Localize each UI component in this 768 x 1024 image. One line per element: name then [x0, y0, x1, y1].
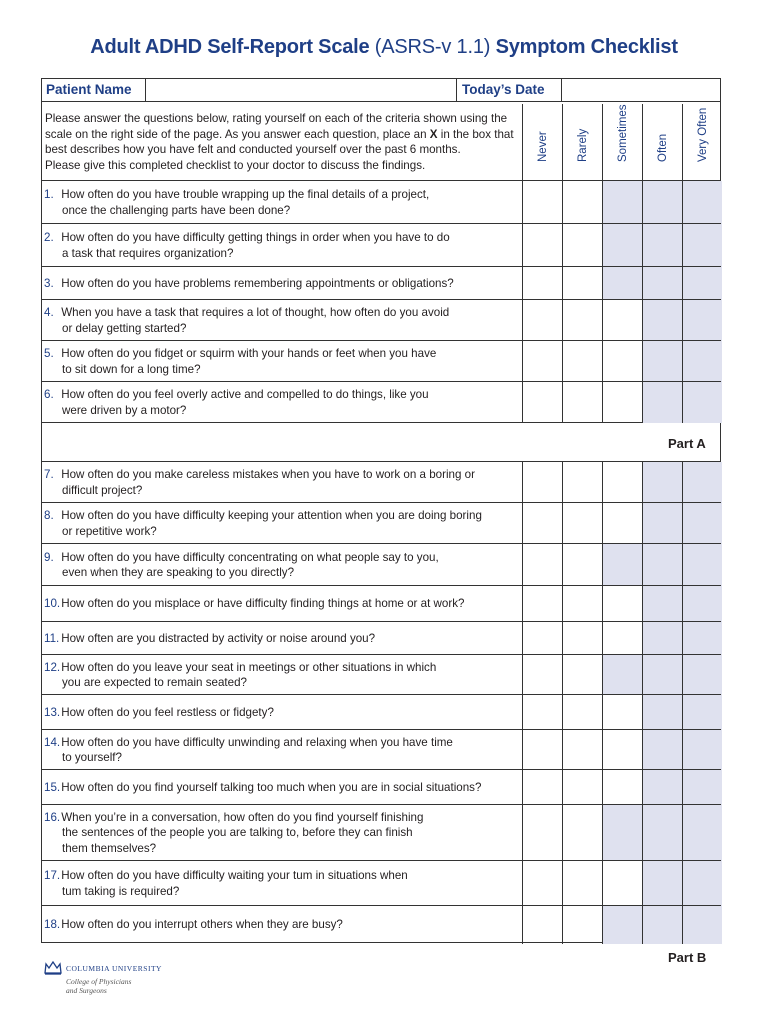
answer-box-rarely[interactable]	[562, 300, 602, 341]
answer-box-rarely[interactable]	[562, 906, 602, 944]
question-body: How often do you have difficulty getting things in order when you have to do a task that requires organization?	[61, 231, 450, 260]
answer-box-never[interactable]	[522, 622, 562, 655]
question-row	[41, 729, 721, 769]
question-body: How often do you have difficulty keeping your attention when you are doing boring or repetitive work?	[61, 509, 482, 538]
question-body: How often do you feel overly active and compelled to do things, like you were driven by a motor?	[61, 388, 429, 417]
answer-box-sometimes[interactable]	[602, 695, 642, 730]
answer-box-sometimes[interactable]	[602, 224, 642, 267]
answer-box-very-often[interactable]	[682, 622, 722, 655]
answer-box-often[interactable]	[642, 341, 682, 382]
answer-box-often[interactable]	[642, 622, 682, 655]
question-body: How often are you distracted by activity or noise around you?	[61, 631, 376, 645]
question-text	[44, 810, 537, 857]
question-number: 13.	[44, 705, 61, 719]
answer-box-rarely[interactable]	[562, 267, 602, 300]
question-row	[41, 860, 721, 905]
answer-box-very-often[interactable]	[682, 503, 722, 544]
question-row	[41, 180, 721, 223]
answer-box-often[interactable]	[642, 224, 682, 267]
question-row	[41, 804, 721, 860]
answer-box-often[interactable]	[642, 730, 682, 770]
university-name: COLUMBIA UNIVERSITY	[66, 964, 162, 973]
question-body: How often do you have problems remembering appointments or obligations?	[61, 276, 454, 290]
answer-box-often[interactable]	[642, 770, 682, 805]
instructions-part1: Please answer the questions below, rating yourself on each of the criteria shown using the scale on the right side of the page. As you answer each question, place an	[45, 112, 508, 141]
question-text	[44, 868, 537, 899]
patient-header-row	[41, 78, 721, 102]
answer-box-often[interactable]	[642, 544, 682, 586]
question-row	[41, 223, 721, 266]
question-text	[44, 230, 537, 261]
question-body: How often do you have trouble wrapping up the final details of a project, once the challenging parts have been done?	[61, 188, 430, 217]
scale-label: Rarely	[576, 128, 589, 162]
answer-box-sometimes[interactable]	[602, 622, 642, 655]
answer-box-often[interactable]	[642, 181, 682, 224]
question-body: How often do you interrupt others when they are busy?	[61, 918, 343, 932]
answer-box-never[interactable]	[522, 586, 562, 622]
question-number: 14.	[44, 735, 61, 749]
answer-box-very-often[interactable]	[682, 544, 722, 586]
answer-box-rarely[interactable]	[562, 805, 602, 861]
answer-box-very-often[interactable]	[682, 267, 722, 300]
question-text	[44, 508, 537, 539]
answer-box-often[interactable]	[642, 462, 682, 503]
question-number: 15.	[44, 780, 61, 794]
answer-box-rarely[interactable]	[562, 655, 602, 695]
question-number: 8.	[44, 509, 54, 522]
answer-box-often[interactable]	[642, 503, 682, 544]
question-number: 17.	[44, 869, 61, 882]
answer-box-never[interactable]	[522, 906, 562, 944]
question-row	[41, 502, 721, 543]
answer-box-often[interactable]	[642, 300, 682, 341]
scale-header-rarely	[562, 104, 602, 180]
question-body: How often do you fidget or squirm with your hands or feet when you have to sit down for a long time?	[61, 347, 437, 376]
question-row	[41, 266, 721, 299]
question-text	[44, 735, 537, 766]
answer-box-sometimes[interactable]	[602, 300, 642, 341]
answer-box-rarely[interactable]	[562, 695, 602, 730]
question-row	[41, 585, 721, 621]
answer-box-very-often[interactable]	[682, 695, 722, 730]
answer-box-never[interactable]	[522, 861, 562, 906]
part-a-separator	[41, 422, 721, 461]
answer-box-very-often[interactable]	[682, 805, 722, 861]
answer-box-often[interactable]	[642, 695, 682, 730]
question-number: 1.	[44, 188, 54, 201]
answer-box-never[interactable]	[522, 382, 562, 423]
question-text	[44, 387, 537, 418]
answer-box-often[interactable]	[642, 906, 682, 944]
question-row	[41, 381, 721, 422]
answer-box-very-often[interactable]	[682, 300, 722, 341]
answer-box-rarely[interactable]	[562, 382, 602, 423]
answer-box-rarely[interactable]	[562, 181, 602, 224]
answer-box-often[interactable]	[642, 805, 682, 861]
question-number: 10.	[44, 597, 61, 611]
scale-label: Sometimes	[616, 104, 629, 162]
answer-box-very-often[interactable]	[682, 906, 722, 944]
answer-box-never[interactable]	[522, 300, 562, 341]
answer-box-never[interactable]	[522, 224, 562, 267]
answer-box-never[interactable]	[522, 805, 562, 861]
answer-box-sometimes[interactable]	[602, 341, 642, 382]
question-row	[41, 340, 721, 381]
question-body: How often do you make careless mistakes when you have to work on a boring or difficult project?	[61, 468, 475, 497]
question-text	[44, 187, 537, 218]
question-number: 7.	[44, 468, 54, 481]
question-number: 11.	[44, 631, 60, 645]
answer-box-often[interactable]	[642, 267, 682, 300]
title-end: Symptom Checklist	[495, 36, 678, 58]
question-text	[44, 346, 537, 377]
answer-box-very-often[interactable]	[682, 181, 722, 224]
question-text	[44, 550, 537, 581]
answer-box-sometimes[interactable]	[602, 805, 642, 861]
scale-header-sometimes	[602, 104, 642, 180]
answer-box-very-often[interactable]	[682, 655, 722, 695]
question-body: How often do you leave your seat in meetings or other situations in which you are expected to remain seated?	[61, 660, 437, 689]
answer-box-very-often[interactable]	[682, 341, 722, 382]
instructions-x-mark: X	[429, 127, 438, 141]
answer-box-sometimes[interactable]	[602, 382, 642, 423]
question-body: How often do you find yourself talking too much when you are in social situations?	[61, 780, 482, 794]
page-title	[0, 36, 768, 59]
answer-box-never[interactable]	[522, 770, 562, 805]
question-body: How often do you have difficulty waiting your tum in situations when tum taking is required?	[61, 869, 408, 898]
answer-box-sometimes[interactable]	[602, 267, 642, 300]
answer-box-rarely[interactable]	[562, 770, 602, 805]
question-number: 5.	[44, 347, 54, 360]
instructions-part2: in the box that best describes how you have felt and conducted yourself over the past 6 months. Please give this completed checklist to your doctor to discuss the findings.	[45, 127, 514, 172]
question-number: 6.	[44, 388, 54, 401]
answer-box-often[interactable]	[642, 586, 682, 622]
answer-box-rarely[interactable]	[562, 861, 602, 906]
question-text	[44, 780, 537, 796]
scale-header-often	[642, 104, 682, 180]
answer-box-never[interactable]	[522, 462, 562, 503]
instructions	[45, 111, 515, 173]
question-number: 3.	[44, 276, 54, 290]
answer-box-rarely[interactable]	[562, 730, 602, 770]
question-row	[41, 905, 721, 943]
scale-label: Often	[656, 133, 669, 162]
answer-box-sometimes[interactable]	[602, 181, 642, 224]
answer-box-sometimes[interactable]	[602, 503, 642, 544]
answer-box-rarely[interactable]	[562, 224, 602, 267]
question-number: 2.	[44, 231, 54, 244]
answer-box-often[interactable]	[642, 861, 682, 906]
answer-box-rarely[interactable]	[562, 341, 602, 382]
answer-box-never[interactable]	[522, 503, 562, 544]
question-number: 4.	[44, 306, 54, 319]
answer-box-very-often[interactable]	[682, 462, 722, 503]
question-number: 12.	[44, 660, 61, 674]
answer-box-rarely[interactable]	[562, 622, 602, 655]
question-text	[44, 467, 537, 498]
answer-box-sometimes[interactable]	[602, 655, 642, 695]
question-row	[41, 621, 721, 654]
answer-box-sometimes[interactable]	[602, 730, 642, 770]
patient-name-field[interactable]	[146, 78, 457, 101]
question-number: 16.	[44, 810, 61, 824]
answer-box-sometimes[interactable]	[602, 770, 642, 805]
question-body: When you have a task that requires a lot of thought, how often do you avoid or delay getting started?	[61, 306, 450, 335]
todays-date-label: Today’s Date	[457, 78, 562, 101]
scale-header-very-often	[682, 104, 722, 180]
question-row	[41, 769, 721, 804]
answer-box-never[interactable]	[522, 655, 562, 695]
answer-box-very-often[interactable]	[682, 861, 722, 906]
answer-box-often[interactable]	[642, 382, 682, 423]
college-name: College of Physicians and Surgeons	[66, 977, 132, 995]
question-text	[44, 596, 537, 612]
answer-box-very-often[interactable]	[682, 770, 722, 805]
question-body: How often do you feel restless or fidgety?	[61, 705, 274, 719]
answer-box-very-often[interactable]	[682, 730, 722, 770]
answer-box-rarely[interactable]	[562, 462, 602, 503]
question-row	[41, 654, 721, 694]
title-main: Adult ADHD Self-Report Scale	[90, 36, 370, 58]
answer-box-very-often[interactable]	[682, 224, 722, 267]
answer-box-sometimes[interactable]	[602, 462, 642, 503]
part-a-label: Part A	[668, 436, 706, 451]
question-row	[41, 299, 721, 340]
answer-box-never[interactable]	[522, 341, 562, 382]
question-text	[44, 276, 537, 292]
scale-label: Very Often	[696, 107, 709, 162]
question-body: When you’re in a conversation, how often do you find yourself finishing the sentences of the people you are talking to, before they can finish them themselves?	[61, 810, 424, 855]
crown-icon	[44, 961, 62, 975]
question-row	[41, 694, 721, 729]
question-number: 9.	[44, 550, 54, 564]
answer-box-sometimes[interactable]	[602, 544, 642, 586]
title-version: (ASRS-v 1.1)	[369, 36, 496, 58]
question-text	[44, 305, 537, 336]
question-body: How often do you have difficulty unwinding and relaxing when you have time to yourself?	[61, 735, 453, 764]
question-row	[41, 543, 721, 585]
part-b-label: Part B	[668, 950, 707, 965]
answer-box-sometimes[interactable]	[602, 906, 642, 944]
answer-box-very-often[interactable]	[682, 382, 722, 423]
answer-box-sometimes[interactable]	[602, 586, 642, 622]
scale-header-never	[522, 104, 562, 180]
answer-box-rarely[interactable]	[562, 586, 602, 622]
answer-box-never[interactable]	[522, 181, 562, 224]
question-body: How often do you misplace or have difficulty finding things at home or at work?	[61, 597, 465, 611]
scale-label: Never	[536, 131, 549, 162]
question-number: 18.	[44, 918, 61, 932]
patient-name-label: Patient Name	[41, 78, 146, 101]
question-text	[44, 660, 537, 691]
answer-box-sometimes[interactable]	[602, 861, 642, 906]
question-body: How often do you have difficulty concentrating on what people say to you, even when they are speaking to you directly?	[61, 550, 439, 579]
answer-box-very-often[interactable]	[682, 586, 722, 622]
answer-box-never[interactable]	[522, 267, 562, 300]
question-row	[41, 461, 721, 502]
question-text	[44, 705, 537, 721]
question-text	[44, 917, 537, 933]
answer-box-never[interactable]	[522, 544, 562, 586]
answer-box-rarely[interactable]	[562, 503, 602, 544]
answer-box-often[interactable]	[642, 655, 682, 695]
question-text	[44, 631, 537, 647]
todays-date-field[interactable]	[562, 78, 721, 101]
answer-box-never[interactable]	[522, 695, 562, 730]
answer-box-never[interactable]	[522, 730, 562, 770]
answer-box-rarely[interactable]	[562, 544, 602, 586]
